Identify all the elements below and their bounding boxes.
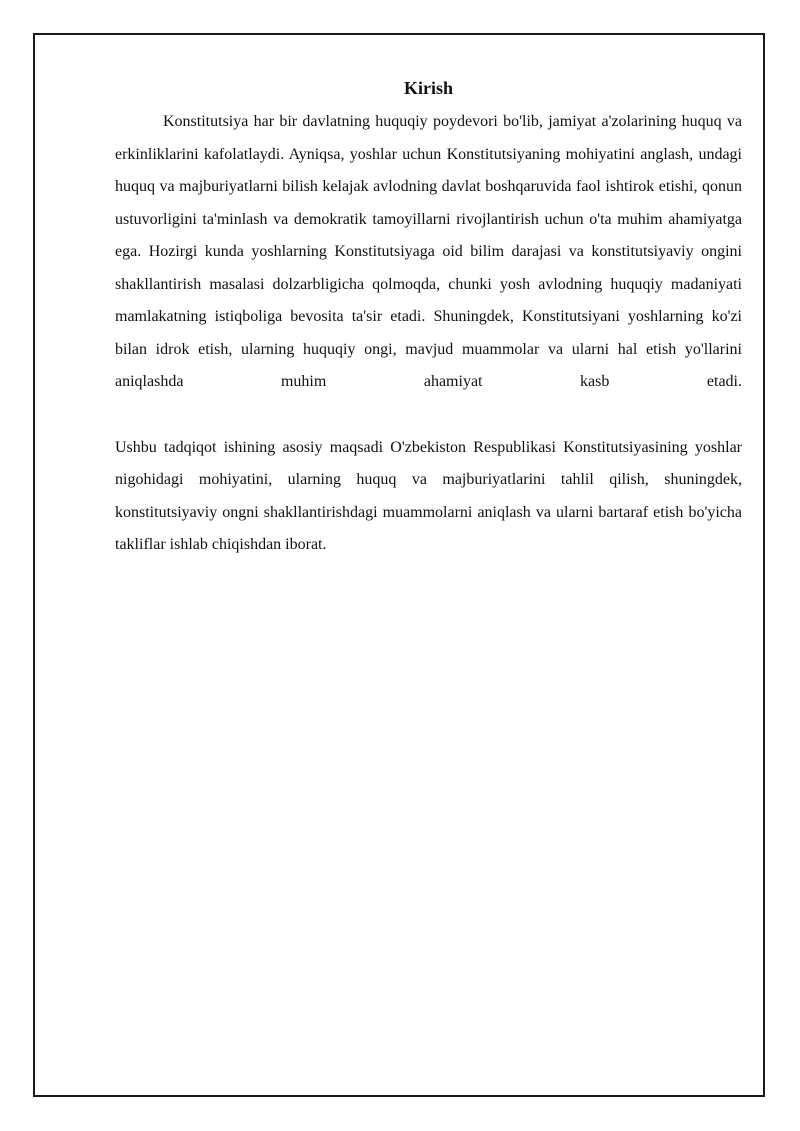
document-body <box>115 74 742 562</box>
section-title: Kirish <box>403 78 453 98</box>
paragraph-gap <box>115 399 742 432</box>
paragraph-objective: Ushbu tadqiqot ishining asosiy maqsadi O'zbekiston Respublikasi Konstitutsiyasining yoshlar nigohidagi mohiyatini, ularning huquq va majburiyatlarini tahlil qilish, shuningdek, konstitutsiyaviy ongni shakllantirishdagi muammolarni aniqlash va ularni bartaraf etish bo'yicha takliflar ishlab chiqishdan iborat. <box>115 438 742 553</box>
paragraph-introduction: Konstitutsiya har bir davlatning huquqiy poydevori bo'lib, jamiyat a'zolarining huquq va erkinliklarini kafolatlaydi. Ayniqsa, yoshlar uchun Konstitutsiyaning mohiyatini anglash, undagi huquq va majburiyatlarni bilish kelajak avlodning davlat boshqaruvida faol ishtirok etishi, qonun ustuvorligini ta'minlash va demokratik tamoyillarni rivojlantirish uchun o'ta muhim ahamiyatga ega. Hozirgi kunda yoshlarning Konstitutsiyaga oid bilim darajasi va konstitutsiyaviy ongini shakllantirish masalasi dolzarbligicha qolmoqda, chunki yosh avlodning huquqiy madaniyati mamlakatning istiqboliga bevosita ta'sir etadi. Shuningdek, Konstitutsiyani yoshlarning ko'zi bilan idrok etish, ularning huquqiy ongi, mavjud muammolar va ularni hal etish yo'llarini aniqlashda muhim ahamiyat kasb etadi. <box>115 113 742 390</box>
